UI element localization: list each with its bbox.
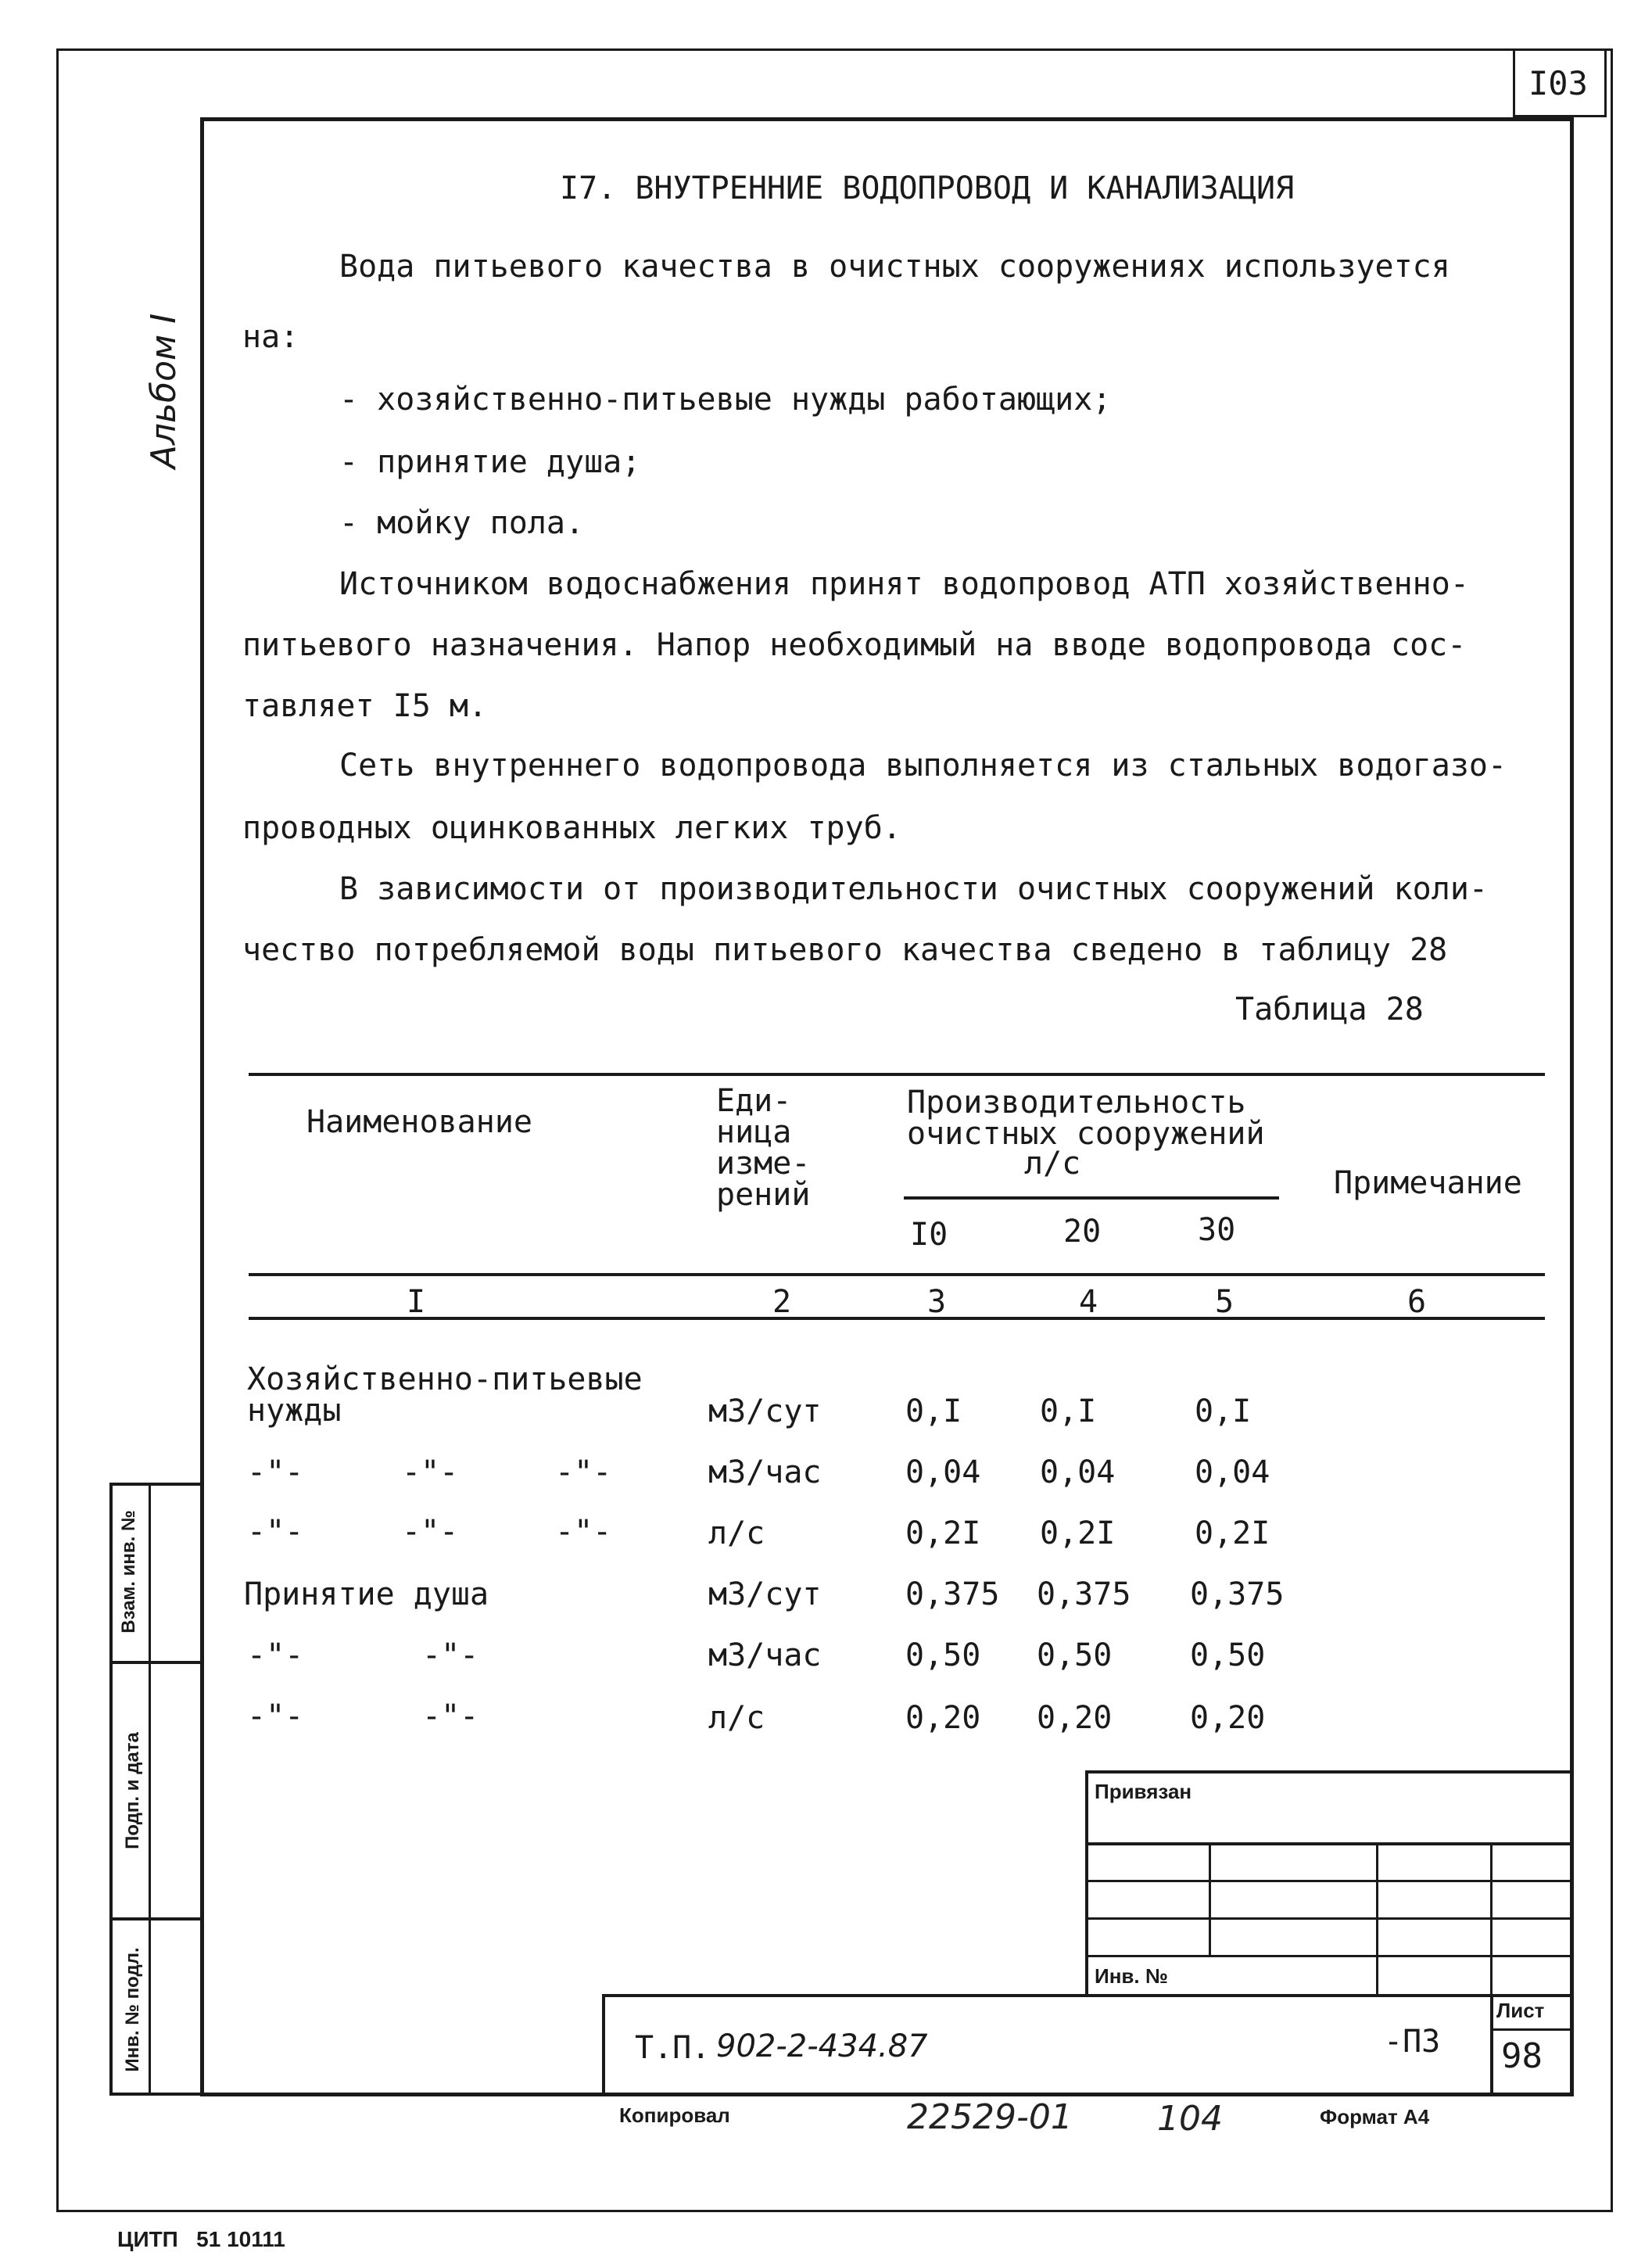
binding-stamp xyxy=(1085,1770,1574,1997)
paragraph-line: на: xyxy=(242,319,299,355)
table-cell-unit: л/с xyxy=(708,1515,765,1551)
footer-hand-number: 22529-01 xyxy=(907,2097,1073,2137)
table-cell-value: 0,50 xyxy=(1190,1637,1266,1673)
table-cell-unit: м3/час xyxy=(708,1637,822,1673)
document-suffix: -ПЗ xyxy=(1384,2024,1441,2060)
table-cell-name: -"- xyxy=(402,1454,459,1490)
table-cell-name: -"- xyxy=(247,1514,304,1550)
table-cell-name: -"- xyxy=(402,1514,459,1550)
table-cell-value: 0,2I xyxy=(1040,1515,1116,1551)
binding-stamp-row xyxy=(1085,1842,1573,1845)
side-stamp-divider xyxy=(149,1483,151,2096)
header-capacity-line: очистных сооружений xyxy=(907,1116,1265,1152)
table-cell-value: 0,2I xyxy=(905,1515,981,1551)
table-cell-name: -"- xyxy=(555,1514,612,1550)
table-cell-name: -"- xyxy=(247,1637,304,1673)
header-unit-line: рений xyxy=(716,1177,811,1213)
table-cell-name: -"- xyxy=(247,1454,304,1490)
table-cell-name: -"- xyxy=(247,1698,304,1734)
paragraph-line: Источником водоснабжения принят водопровод АТП хозяйственно- xyxy=(339,566,1469,602)
binding-stamp-col xyxy=(1490,1844,1493,1997)
footer-format: Формат А4 xyxy=(1320,2105,1430,2129)
list-item: - хозяйственно-питьевые нужды работающих; xyxy=(339,382,1112,418)
table-cell-value: 0,375 xyxy=(905,1576,1000,1612)
footer-copied: Копировал xyxy=(619,2103,730,2127)
binding-stamp-inv: Инв. № xyxy=(1095,1964,1168,1988)
header-capacity-value: 30 xyxy=(1198,1212,1236,1248)
title-block-sheet-divider xyxy=(1490,1994,1493,2094)
outer-frame-left xyxy=(56,48,59,2211)
table-cell-value: 0,I xyxy=(905,1393,962,1429)
table-cell-value: 0,50 xyxy=(1037,1637,1113,1673)
inner-frame-top xyxy=(202,117,1573,121)
list-item: - мойку пола. xyxy=(339,505,585,541)
side-stamp-row xyxy=(109,1917,203,1921)
column-number: 5 xyxy=(1215,1284,1235,1320)
sheet-label: Лист xyxy=(1496,1999,1545,2022)
table-cell-value: 0,04 xyxy=(905,1454,981,1490)
header-note: Примечание xyxy=(1334,1165,1522,1201)
table-cell-value: 0,375 xyxy=(1190,1576,1285,1612)
column-number: 2 xyxy=(772,1284,792,1320)
header-unit-line: изме- xyxy=(716,1146,811,1182)
paragraph-line: питьевого назначения. Напор необходимый на вводе водопровода сос- xyxy=(242,627,1467,663)
table-cell-value: 0,375 xyxy=(1037,1576,1131,1612)
table-cell-unit: м3/час xyxy=(708,1454,822,1490)
outer-frame-right xyxy=(1611,48,1613,2211)
table-cell-value: 0,20 xyxy=(905,1700,981,1736)
paragraph-line: тавляет I5 м. xyxy=(242,688,488,724)
paragraph-line: В зависимости от производительности очистных сооружений коли- xyxy=(339,871,1489,907)
column-number: 4 xyxy=(1079,1284,1098,1320)
page-title: I7. ВНУТРЕННИЕ ВОДОПРОВОД И КАНАЛИЗАЦИЯ xyxy=(560,170,1295,206)
side-stamp-podp: Подп. и дата xyxy=(122,1732,143,1849)
column-number: 3 xyxy=(927,1284,947,1320)
header-capacity-value: 20 xyxy=(1063,1214,1102,1250)
binding-stamp-col xyxy=(1209,1844,1211,1956)
binding-stamp-row xyxy=(1085,1955,1573,1957)
header-capacity-value: I0 xyxy=(910,1217,948,1253)
table-cell-name: Хозяйственно-питьевые xyxy=(247,1361,643,1397)
table-cell-value: 0,04 xyxy=(1195,1454,1270,1490)
table-cell-value: 0,20 xyxy=(1037,1700,1113,1736)
paragraph-line: проводных оцинкованных легких труб. xyxy=(242,810,901,846)
table-cell-value: 0,04 xyxy=(1040,1454,1116,1490)
outer-frame-top xyxy=(56,48,1611,51)
table-cell-name: -"- xyxy=(422,1637,479,1673)
page-number: I03 xyxy=(1528,64,1588,102)
paragraph-line: Вода питьевого качества в очистных сооружениях используется xyxy=(339,249,1450,285)
header-unit-line: ница xyxy=(716,1114,792,1150)
table-cell-value: 0,50 xyxy=(905,1637,981,1673)
binding-stamp-col xyxy=(1376,1844,1378,1997)
table-cell-value: 0,I xyxy=(1195,1393,1252,1429)
footer-bottom-code: ЦИТП 51 10111 xyxy=(117,2227,285,2251)
table-cell-unit: л/с xyxy=(708,1700,765,1736)
table-cell-value: 0,2I xyxy=(1195,1515,1270,1551)
table-cell-name: -"- xyxy=(555,1454,612,1490)
document-code: Т.П. xyxy=(635,2030,711,2066)
side-stamp-vzam: Взам. инв. № xyxy=(118,1510,139,1634)
list-item: - принятие душа; xyxy=(339,444,641,480)
header-capacity-line: Производительность xyxy=(907,1085,1246,1121)
title-block-sheet-row xyxy=(1490,2028,1573,2031)
header-capacity-line: л/с xyxy=(1024,1146,1081,1182)
paragraph-line: чество потребляемой воды питьевого качества сведено в таблицу 28 xyxy=(242,932,1448,968)
table-cell-name: Принятие душа xyxy=(244,1576,489,1612)
binding-stamp-row xyxy=(1085,1917,1573,1920)
header-unit-line: Еди- xyxy=(716,1083,792,1119)
document-code-handwritten: 902-2-434.87 xyxy=(716,2028,928,2064)
table-cell-name: -"- xyxy=(422,1698,479,1734)
table-cell-unit: м3/сут xyxy=(708,1576,822,1612)
column-number: I xyxy=(407,1284,426,1320)
table-rule-numbers-bottom xyxy=(249,1317,1545,1320)
side-stamp-inv: Инв. № подл. xyxy=(122,1947,143,2072)
outer-frame-bottom xyxy=(56,2210,1613,2212)
table-cell-value: 0,20 xyxy=(1190,1700,1266,1736)
table-caption: Таблица 28 xyxy=(1235,992,1424,1027)
album-label: Альбом I xyxy=(144,313,184,469)
table-cell-name: нужды xyxy=(247,1393,342,1429)
table-rule-header-bottom xyxy=(249,1273,1545,1276)
binding-stamp-label: Привязан xyxy=(1095,1780,1192,1803)
footer-hand-page: 104 xyxy=(1157,2099,1223,2139)
paragraph-line: Сеть внутреннего водопровода выполняется из стальных водогазо- xyxy=(339,748,1507,784)
table-cell-value: 0,I xyxy=(1040,1393,1097,1429)
table-rule-top xyxy=(249,1073,1545,1076)
table-rule-subheader xyxy=(904,1196,1279,1200)
column-number: 6 xyxy=(1407,1284,1427,1320)
sheet-number: 98 xyxy=(1501,2036,1543,2076)
side-stamp-row xyxy=(109,1661,203,1664)
binding-stamp-row xyxy=(1085,1880,1573,1882)
header-name: Наименование xyxy=(306,1104,532,1140)
table-cell-unit: м3/сут xyxy=(708,1393,822,1429)
